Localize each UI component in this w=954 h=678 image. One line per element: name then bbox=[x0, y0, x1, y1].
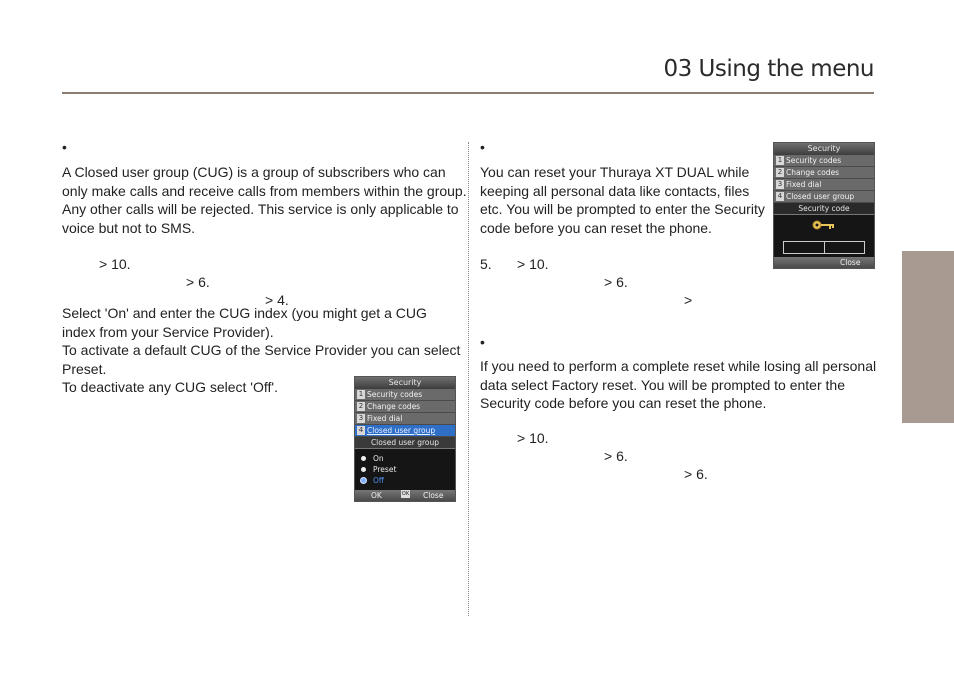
softkey-bar bbox=[774, 257, 874, 268]
radio-icon bbox=[361, 467, 366, 472]
cug-intro-line: only make calls and receive calls from members within the group. bbox=[62, 182, 467, 199]
softkey-close: Close bbox=[423, 491, 444, 500]
submenu-title: Closed user group bbox=[355, 437, 455, 449]
menu-item-change-codes: 2 Change codes bbox=[774, 167, 874, 179]
softkey-ok: OK bbox=[371, 491, 382, 500]
menu-item-closed-user-group: 4 Closed user group bbox=[355, 425, 455, 437]
cug-intro-line: A Closed user group (CUG) is a group of subscribers who can bbox=[62, 164, 446, 180]
phone-reset-menu-path bbox=[0, 237, 693, 309]
menu-path-step: > 6. bbox=[604, 274, 628, 290]
option-on: On bbox=[355, 453, 455, 464]
cug-intro-line: Any other calls will be rejected. This service is only applicable to bbox=[62, 201, 459, 217]
cug-instruction-line: To activate a default CUG of the Service Provider you can select bbox=[62, 342, 461, 358]
menu-item-fixed-dial: 3 Fixed dial bbox=[355, 413, 455, 425]
ok-key-icon: OK bbox=[401, 491, 410, 497]
menu-path-step: > bbox=[684, 292, 693, 308]
menu-item-change-codes: 2 Change codes bbox=[355, 401, 455, 413]
menu-path-step: > 6. bbox=[604, 448, 628, 464]
page-title: 03 Using the menu bbox=[663, 56, 874, 82]
menu-path-step: > 4. bbox=[265, 292, 289, 308]
menu-path-step: > 10. bbox=[517, 256, 549, 272]
screen-title: Security bbox=[355, 377, 455, 389]
chapter-side-tab bbox=[902, 251, 954, 423]
security-code-input[interactable] bbox=[783, 241, 865, 254]
option-preset: Preset bbox=[355, 464, 455, 475]
menu-path-step: > 6. bbox=[684, 466, 708, 482]
phone-reset-line: code before you can reset the phone. bbox=[480, 219, 712, 236]
softkey-close: Close bbox=[840, 258, 861, 267]
column-divider bbox=[468, 142, 469, 616]
menu-path-step: > 10. bbox=[99, 256, 131, 272]
radio-selected-icon bbox=[361, 478, 366, 483]
phone-screen-cug bbox=[354, 376, 456, 502]
cug-instruction-line: Preset. bbox=[62, 360, 107, 377]
radio-icon bbox=[361, 456, 366, 461]
phone-reset-line: keeping all personal data like contacts, files bbox=[480, 182, 750, 199]
factory-reset-line: data select Factory reset. You will be prompted to enter the bbox=[480, 376, 845, 393]
section-bullet-cug: • bbox=[62, 139, 67, 155]
screen-title: Security bbox=[774, 143, 874, 155]
submenu-title: Security code bbox=[774, 203, 874, 215]
softkey-bar bbox=[355, 490, 455, 501]
section-bullet-factory-reset: • bbox=[480, 334, 485, 350]
factory-reset-line: Security code before you can reset the phone. bbox=[480, 395, 767, 411]
option-off: Off bbox=[355, 475, 455, 486]
title-divider bbox=[62, 92, 874, 94]
menu-path-step: > 6. bbox=[186, 274, 210, 290]
cug-instruction-line: To deactivate any CUG select 'Off'. bbox=[62, 379, 278, 395]
phone-reset-line: etc. You will be prompted to enter the Security bbox=[480, 201, 765, 217]
cug-instruction-line: index from your Service Provider). bbox=[62, 323, 274, 340]
menu-item-security-codes: 1 Security codes bbox=[774, 155, 874, 167]
menu-item-closed-user-group: 4 Closed user group bbox=[774, 191, 874, 203]
menu-item-fixed-dial: 3 Fixed dial bbox=[774, 179, 874, 191]
menu-path-step: > 10. bbox=[517, 430, 549, 446]
cug-instruction-line: Select 'On' and enter the CUG index (you might get a CUG bbox=[62, 305, 427, 321]
menu-item-security-codes: 1 Security codes bbox=[355, 389, 455, 401]
menu-path-step: 5. bbox=[480, 256, 492, 272]
factory-reset-line: If you need to perform a complete reset while losing all personal bbox=[480, 358, 877, 374]
cug-intro-line: voice but not to SMS. bbox=[62, 219, 196, 236]
phone-reset-line: You can reset your Thuraya XT DUAL while bbox=[480, 164, 750, 180]
section-bullet-phone-reset: • bbox=[480, 139, 485, 155]
phone-screen-security-code bbox=[773, 142, 875, 269]
key-icon bbox=[812, 220, 836, 230]
